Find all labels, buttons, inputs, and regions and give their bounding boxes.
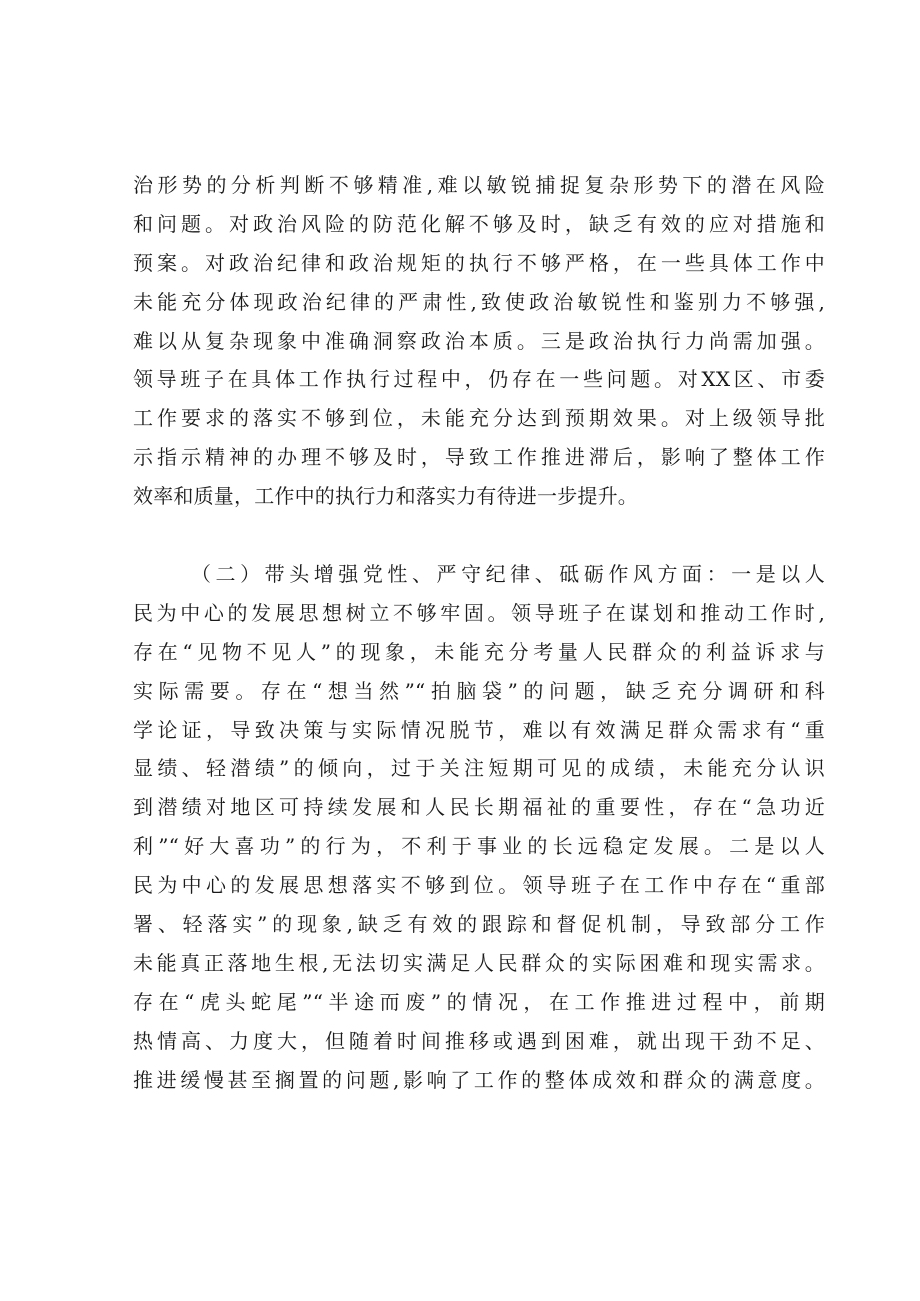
text-line: 存在“虎头蛇尾”“半途而废”的情况，在工作推进过程中，前期 — [133, 989, 825, 1014]
text-line: 预案。对政治纪律和政治规矩的执行不够严格，在一些具体工作中 — [133, 250, 825, 275]
text-line: 和问题。对政治风险的防范化解不够及时，缺乏有效的应对措施和 — [133, 211, 825, 236]
text-line: （二）带头增强党性、严守纪律、砥砺作风方面：一是以人 — [191, 562, 825, 586]
text-line: 到潜绩对地区可持续发展和人民长期福祉的重要性，存在“急功近 — [133, 795, 825, 820]
text-line: 热情高、力度大，但随着时间推移或遇到困难，就出现干劲不足、 — [133, 1028, 825, 1053]
text-line: 未能充分体现政治纪律的严肃性,致使政治敏锐性和鉴别力不够强, — [133, 289, 825, 314]
text-line: 利”“好大喜功”的行为，不利于事业的长远稳定发展。二是以人 — [133, 834, 825, 859]
text-line: 民为中心的发展思想树立不够牢固。领导班子在谋划和推动工作时, — [133, 600, 825, 625]
text-line: 治形势的分析判断不够精准,难以敏锐捕捉复杂形势下的潜在风险 — [133, 173, 825, 197]
paragraph-political-execution — [133, 166, 825, 516]
text-line: 效率和质量，工作中的执行力和落实力有待进一步提升。 — [133, 484, 638, 509]
paragraph-party-discipline — [133, 555, 825, 1099]
text-line: 民为中心的发展思想落实不够到位。领导班子在工作中存在“重部 — [133, 873, 825, 898]
text-line: 示指示精神的办理不够及时，导致工作推进滞后，影响了整体工作 — [133, 445, 825, 470]
text-line: 学论证，导致决策与实际情况脱节，难以有效满足群众需求有“重 — [133, 717, 825, 742]
text-line: 难以从复杂现象中准确洞察政治本质。三是政治执行力尚需加强。 — [133, 328, 825, 353]
text-line: 存在“见物不见人”的现象，未能充分考量人民群众的利益诉求与 — [133, 639, 825, 664]
text-line: 未能真正落地生根,无法切实满足人民群众的实际困难和现实需求。 — [133, 950, 825, 975]
text-line: 领导班子在具体工作执行过程中，仍存在一些问题。对XX区、市委 — [133, 367, 825, 392]
text-line: 署、轻落实”的现象,缺乏有效的跟踪和督促机制，导致部分工作 — [133, 912, 825, 937]
text-line: 工作要求的落实不够到位，未能充分达到预期效果。对上级领导批 — [133, 406, 825, 431]
text-line: 推进缓慢甚至搁置的问题,影响了工作的整体成效和群众的满意度。 — [133, 1067, 825, 1092]
text-line: 实际需要。存在“想当然”“拍脑袋”的问题，缺乏充分调研和科 — [133, 678, 825, 703]
text-line: 显绩、轻潜绩”的倾向，过于关注短期可见的成绩，未能充分认识 — [133, 756, 825, 781]
